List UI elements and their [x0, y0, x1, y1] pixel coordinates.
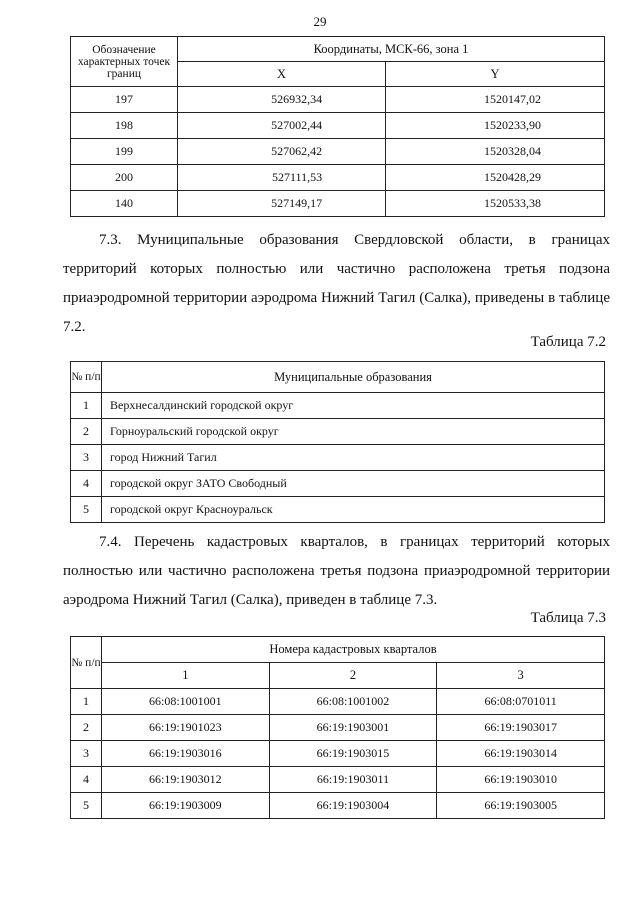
cadastral-number: 66:19:1903005: [437, 793, 605, 819]
cadastral-table: [70, 636, 605, 819]
cadastral-number: 66:19:1903012: [102, 767, 270, 793]
coord-x: 527062,42: [178, 139, 386, 165]
row-number: 4: [71, 767, 102, 793]
municipality-name: Горноуральский городской округ: [102, 419, 605, 445]
cadastral-number: 66:08:1001002: [269, 689, 437, 715]
paragraph-7-3-text: 7.3. Муниципальные образования Свердловской области, в границах территорий которых полностью или частично расположена третья подзона приаэродромной территории аэродрома Нижний Тагил (Салка), приведены в таблице 7.2.: [63, 232, 610, 335]
cadastral-number: 66:19:1903009: [102, 793, 270, 819]
paragraph-7-4-text: 7.4. Перечень кадастровых кварталов, в границах территорий которых полностью или частично расположена третья подзона приаэродромной территории аэродрома Нижний Тагил (Салка), приведен в таблице 7.3.: [63, 534, 610, 608]
col-header-3: 3: [437, 663, 605, 689]
table-7-3-caption: Таблица 7.3: [530, 610, 606, 626]
cadastral-number: 66:19:1903010: [437, 767, 605, 793]
header-cadastral: Номера кадастровых кварталов: [102, 637, 605, 663]
table-row: [71, 715, 605, 741]
table-row: [71, 393, 605, 419]
cadastral-number: 66:19:1903016: [102, 741, 270, 767]
table-row: [71, 471, 605, 497]
table-row: [71, 793, 605, 819]
table-row: [71, 497, 605, 523]
header-point-label: Обозначение характерных точек границ: [71, 37, 178, 87]
cadastral-number: 66:19:1901023: [102, 715, 270, 741]
coordinates-table: [70, 36, 605, 217]
point-id: 197: [71, 87, 178, 113]
header-number: № п/п: [71, 637, 102, 689]
municipality-name: город Нижний Тагил: [102, 445, 605, 471]
row-number: 3: [71, 741, 102, 767]
coord-x: 527002,44: [178, 113, 386, 139]
municipality-name: городской округ Красноуральск: [102, 497, 605, 523]
coord-x: 526932,34: [178, 87, 386, 113]
table-7-2-caption: Таблица 7.2: [530, 334, 606, 350]
row-number: 1: [71, 689, 102, 715]
cadastral-number: 66:19:1903011: [269, 767, 437, 793]
row-number: 2: [71, 419, 102, 445]
row-number: 1: [71, 393, 102, 419]
paragraph-7-3: [63, 226, 610, 342]
cadastral-number: 66:19:1903015: [269, 741, 437, 767]
row-number: 5: [71, 793, 102, 819]
coord-y: 1520533,38: [386, 191, 605, 217]
header-number: № п/п: [71, 362, 102, 393]
table-row: [71, 113, 605, 139]
municipality-name: Верхнесалдинский городской округ: [102, 393, 605, 419]
col-header-2: 2: [269, 663, 437, 689]
coord-x: 527149,17: [178, 191, 386, 217]
cadastral-number: 66:08:0701011: [437, 689, 605, 715]
row-number: 2: [71, 715, 102, 741]
header-y: Y: [386, 62, 605, 87]
paragraph-7-4: [63, 528, 610, 615]
table-row: [71, 741, 605, 767]
header-municipalities: Муниципальные образования: [102, 362, 605, 393]
table-row: [71, 445, 605, 471]
municipality-name: городской округ ЗАТО Свободный: [102, 471, 605, 497]
row-number: 3: [71, 445, 102, 471]
header-coordinates: Координаты, МСК-66, зона 1: [178, 37, 605, 62]
table-row: [71, 165, 605, 191]
col-header-1: 1: [102, 663, 270, 689]
cadastral-number: 66:19:1903004: [269, 793, 437, 819]
row-number: 4: [71, 471, 102, 497]
coord-y: 1520328,04: [386, 139, 605, 165]
table-row: [71, 419, 605, 445]
row-number: 5: [71, 497, 102, 523]
point-id: 140: [71, 191, 178, 217]
header-x: X: [178, 62, 386, 87]
cadastral-number: 66:08:1001001: [102, 689, 270, 715]
point-id: 198: [71, 113, 178, 139]
table-row: [71, 139, 605, 165]
municipalities-table: [70, 361, 605, 523]
coord-y: 1520428,29: [386, 165, 605, 191]
table-row: [71, 87, 605, 113]
point-id: 199: [71, 139, 178, 165]
cadastral-number: 66:19:1903014: [437, 741, 605, 767]
table-row: [71, 689, 605, 715]
table-row: [71, 191, 605, 217]
cadastral-number: 66:19:1903017: [437, 715, 605, 741]
coord-x: 527111,53: [178, 165, 386, 191]
coord-y: 1520233,90: [386, 113, 605, 139]
table-row: [71, 767, 605, 793]
point-id: 200: [71, 165, 178, 191]
cadastral-number: 66:19:1903001: [269, 715, 437, 741]
coord-y: 1520147,02: [386, 87, 605, 113]
page-number: 29: [313, 14, 327, 29]
